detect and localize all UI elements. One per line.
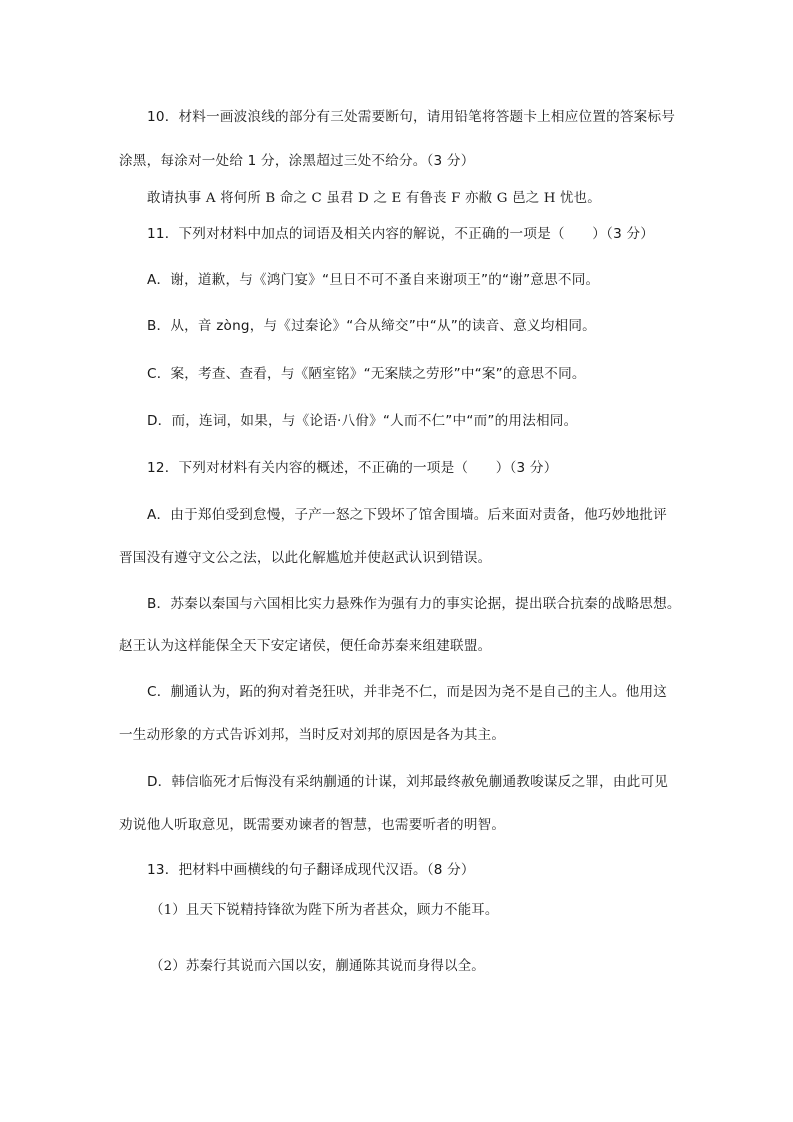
q13-item-1: （1）且天下锐精持锋欲为陛下所为者甚众，顾力不能耳。	[150, 903, 499, 918]
q12-stem: 12．下列对材料有关内容的概述，不正确的一项是（ ）（3 分）	[147, 460, 558, 476]
q12-option-a-line1: A．由于郑伯受到怠慢，子产一怒之下毁坏了馆舍围墙。后来面对责备，他巧妙地批评	[147, 507, 667, 523]
q10-sentence: 敢请执事 A 将何所 B 命之 C 虽君 D 之 E 有鲁丧 F 亦敝 G 邑之 H 忧也。	[147, 191, 601, 206]
q11-option-a: A．谢，道歉，与《鸿门宴》“旦日不可不蚤自来谢项王”的“谢”意思不同。	[147, 272, 600, 288]
q11-stem: 11．下列对材料中加点的词语及相关内容的解说，不正确的一项是（ ）（3 分）	[147, 226, 655, 242]
q11-option-c: C．案，考查、查看，与《陋室铭》“无案牍之劳形”中“案”的意思不同。	[147, 366, 586, 382]
q11-option-d: D．而，连词，如果，与《论语·八佾》“人而不仁”中“而”的用法相同。	[147, 413, 578, 429]
q12-option-d-line2: 劝说他人听取意见，既需要劝谏者的智慧，也需要听者的明智。	[119, 817, 506, 833]
q12-option-b-line1: B．苏秦以秦国与六国相比实力悬殊作为强有力的事实论据，提出联合抗秦的战略思想。	[147, 596, 681, 612]
q12-option-a-line2: 晋国没有遵守文公之法，以此化解尴尬并使赵武认识到错误。	[119, 550, 492, 566]
q12-option-c-line2: 一生动形象的方式告诉刘邦，当时反对刘邦的原因是各为其主。	[119, 727, 506, 743]
q12-option-b-line2: 赵王认为这样能保全天下安定诸侯，便任命苏秦来组建联盟。	[119, 638, 492, 654]
q13-stem: 13．把材料中画横线的句子翻译成现代汉语。（8 分）	[147, 862, 475, 878]
q10-text-line2: 涂黑，每涂对一处给 1 分，涂黑超过三处不给分。（3 分）	[119, 153, 475, 169]
q12-option-c-line1: C．蒯通认为，跖的狗对着尧狂吠，并非尧不仁，而是因为尧不是自己的主人。他用这	[147, 684, 668, 700]
q11-option-b: B．从，音 zòng，与《过秦论》“合从缔交”中“从”的读音、意义均相同。	[147, 318, 596, 334]
q10-text-line1: 10．材料一画波浪线的部分有三处需要断句，请用铅笔将答题卡上相应位置的答案标号	[147, 109, 676, 125]
q12-option-d-line1: D．韩信临死才后悔没有采纳蒯通的计谋，刘邦最终赦免蒯通教唆谋反之罪，由此可见	[147, 774, 669, 790]
q13-item-2: （2）苏秦行其说而六国以安，蒯通陈其说而身得以全。	[150, 959, 485, 974]
